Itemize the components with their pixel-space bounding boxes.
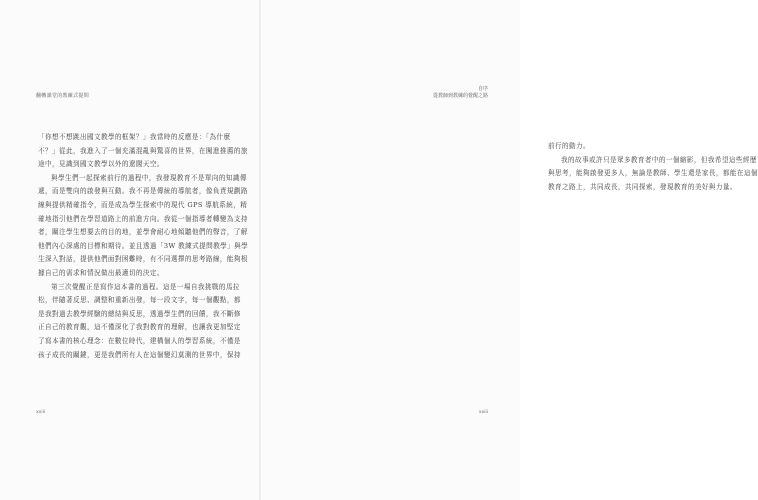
right-page-body [548, 140, 758, 194]
text-line: 「你想不想跳出國文教學的框架？」我當時的反應是：「為什麼 [38, 133, 231, 141]
text-line: 者，關注學生想要去的目的地，並學會耐心地傾聽他們的聲音，了解 [38, 228, 248, 237]
text-line: 確地指引他們在學習道路上的前進方向。我從一個指導者轉變為支持 [38, 214, 248, 223]
text-line: 不？」從此，我進入了一個充滿混亂與驚喜的世界，在闖進推薦的旅 [38, 146, 248, 155]
page-number-left: xxiii [36, 410, 46, 415]
running-head-section: 自序 [477, 86, 488, 92]
text-line: 生深入對話，提供他們面對困難時，有不同選擇的思考路線，能夠根 [38, 255, 248, 264]
text-line: 是我對過去教學經驗的總結與反思，透過學生們的回饋，我不斷修 [38, 309, 241, 318]
text-line: 他們內心深處的目標和期待。並且透過「3W 教練式提問教學」與學 [38, 241, 249, 250]
text-line: 遞，而是雙向的啟發與互動。我不再是傳統的導航者，像負責規劃路 [38, 187, 248, 196]
text-line: 了寫本書的核心理念：在數位時代，建構個人的學習系統，不僅是 [38, 336, 241, 345]
running-head-title: 從教師到教練的覺醒之路 [432, 92, 488, 99]
page-number-right: xxiii [478, 410, 488, 415]
text-line: 與學生們一起探索前行的過程中，我發現教育不是單向的知識傳 [51, 173, 247, 182]
text-line: 第三次覺醒正是寫作這本書的過程。這是一場自我挑戰的馬拉 [51, 282, 240, 291]
text-line: 松，伴隨著反思、調整和重新出發，每一段文字，每一個觀點，都 [38, 296, 241, 305]
text-line: 孩子成長的關鍵，更是我們所有人在這個變幻莫測的世界中，保持 [38, 350, 241, 359]
text-line: 途中，見識到國文教學以外的遼闊天空。 [38, 160, 164, 169]
text-line: 據自己的需求和情況做出最適切的決定。 [38, 268, 164, 277]
text-line: 前行的動力。 [548, 142, 590, 150]
left-page-body [38, 131, 249, 362]
text-line: 正自己的教育觀，這不僅深化了我對教育的理解，也讓我更加堅定 [38, 323, 241, 332]
text-line: 我的故事或許只是眾多教育者中的一個縮影，但我希望這些經歷 [561, 155, 757, 164]
text-line: 與思考，能夠啟發更多人，無論是教師、學生還是家長，都能在這個 [548, 169, 758, 178]
text-line: 教育之路上，共同成長，共同探索，發現教育的美好與力量。 [548, 182, 737, 191]
running-head-right [433, 86, 488, 99]
right-page [261, 0, 758, 500]
left-page [0, 0, 259, 500]
running-head-left: 翻轉課堂的教練式提問 [36, 93, 90, 99]
text-line: 線與提供精確指令，而是成為學生探索中的現代 GPS 導航系統，精 [38, 200, 248, 209]
